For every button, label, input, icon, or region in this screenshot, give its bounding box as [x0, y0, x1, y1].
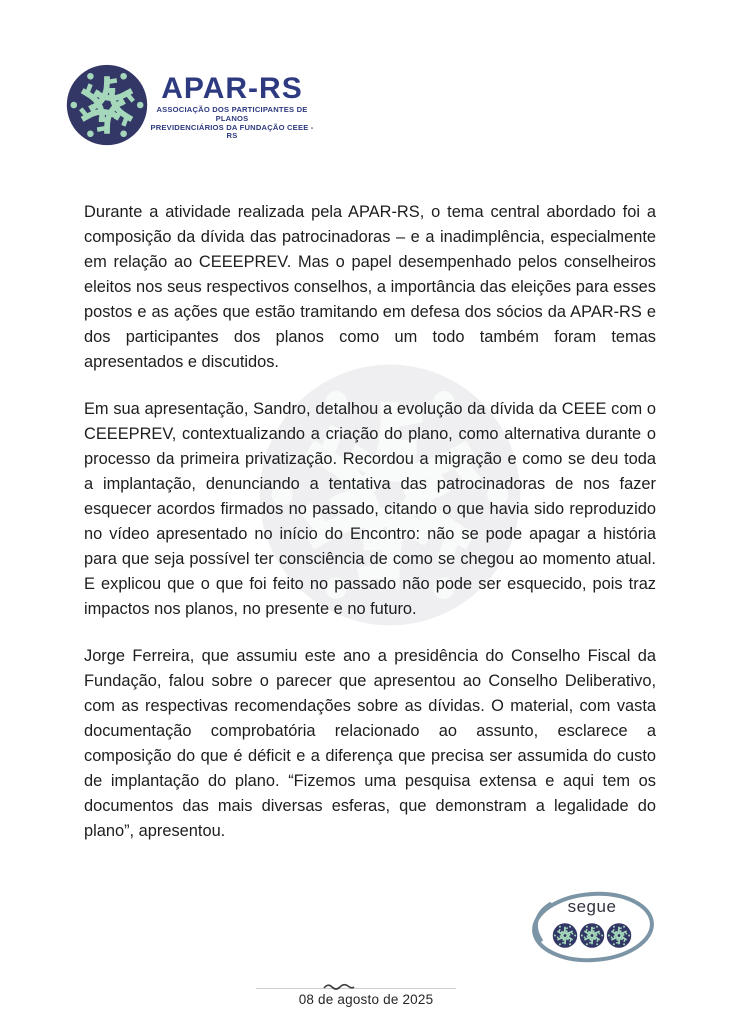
footer-date: 08 de agosto de 2025: [298, 992, 434, 1007]
logo-title: APAR-RS: [161, 72, 303, 105]
article-body: [84, 200, 656, 866]
stamp-label: segue: [567, 897, 617, 916]
apar-logo-icon: [66, 64, 148, 146]
paragraph-1: Durante a atividade realizada pela APAR-RS, o tema central abordado foi a composição da dívida das patrocinadoras – e a inadimplência, especialmente em relação ao CEEEPREV. Mas o papel desempenhado pelos conselheiros eleitos nos seus respectivos conselhos, a importância das eleições para esses postos e as ações que estão tramitando em defesa dos sócios da APAR-RS e dos participantes dos planos como um todo também foram temas apresentados e discutidos.: [84, 203, 656, 371]
paragraph-2: Em sua apresentação, Sandro, detalhou a evolução da dívida da CEEE com o CEEEPREV, contextualizando a criação do plano, como alternativa durante o processo da primeira privatização. Recordou a migração e como se deu toda a implantação, denunciando a tentativa das patrocinadoras de nos fazer esquecer acordos firmados no passado, citando o que havia sido reproduzido no vídeo apresentado no início do Encontro: não se pode apagar a história para que seja possível ter consciência de como se chegou ao momento atual. E explicou que o que foi feito no passado não pode ser esquecido, pois traz impactos nos planos, no presente e no futuro.: [84, 400, 656, 618]
paragraph-3: Jorge Ferreira, que assumiu este ano a presidência do Conselho Fiscal da Fundação, falou sobre o parecer que apresentou ao Conselho Deliberativo, com as respectivas recomendações sobre as dívidas. O material, com vasta documentação comprobatória relacionado ao assunto, esclarece a composição do que é déficit e a diferença que precisa ser assumida do custo de implantação do plano. “Fizemos uma pesquisa extensa e aqui tem os documentos das mais diversas esferas, que demonstram a legalidade do plano”, apresentou.: [84, 647, 656, 840]
footer-divider: [256, 988, 456, 989]
segue-stamp: [527, 888, 657, 966]
footer-ink-mark: [322, 981, 356, 991]
mini-emblem-icon: [553, 923, 578, 948]
mini-emblem-icon: [607, 923, 632, 948]
brand-block: [146, 72, 318, 141]
logo-subtitle-line1: ASSOCIAÇÃO DOS PARTICIPANTES DE PLANOS: [156, 105, 308, 123]
logo-subtitle-line2: PREVIDENCIÁRIOS DA FUNDAÇÃO CEEE - RS: [150, 122, 314, 141]
stamp-mini-logos: [553, 923, 632, 948]
mini-emblem-icon: [580, 923, 605, 948]
